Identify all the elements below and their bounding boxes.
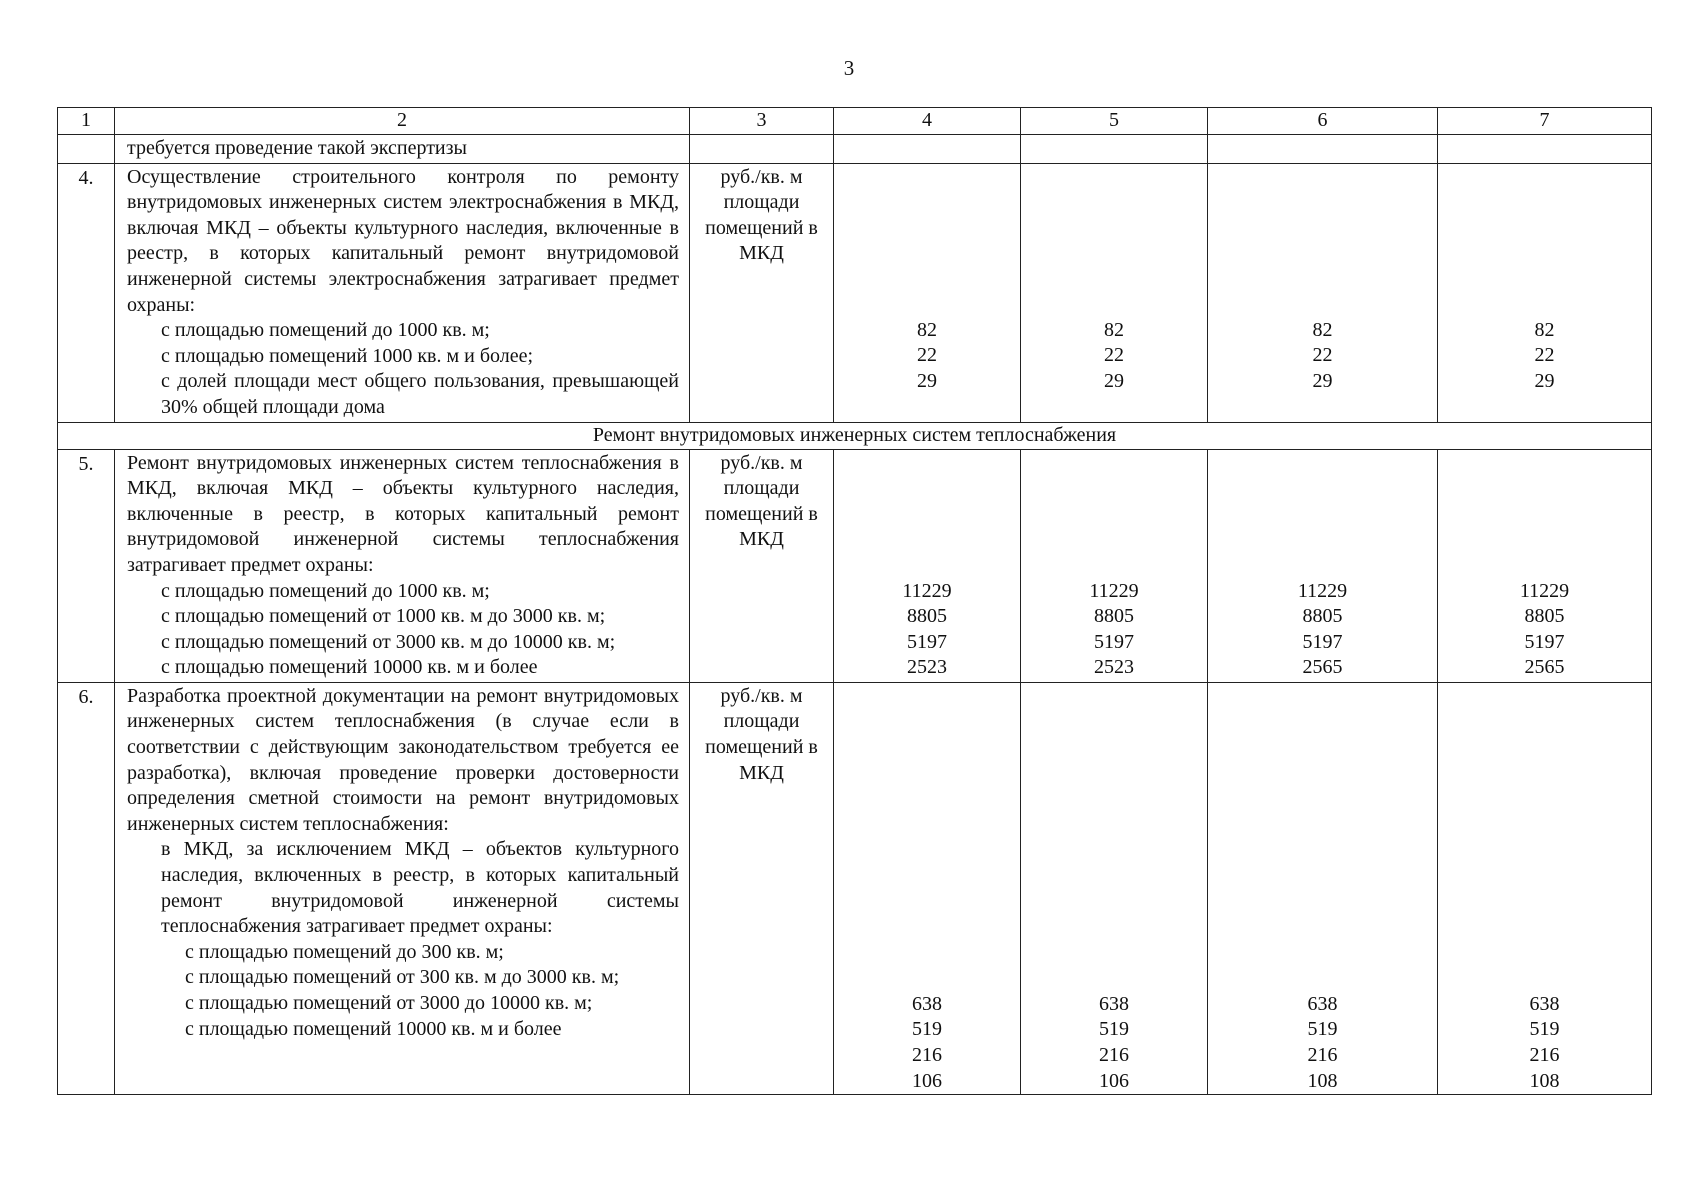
value: 8805 [1302, 605, 1343, 628]
value: 519 [1529, 1018, 1560, 1041]
table-row-6 [58, 682, 1652, 1094]
header-cell-6: 6 [1208, 108, 1438, 135]
value: 5197 [907, 630, 947, 653]
value-column-4 [834, 163, 1021, 422]
item-label: с площадью помещений до 1000 кв. м; [161, 319, 490, 342]
value: 11229 [1519, 579, 1570, 602]
row-main-text: Разработка проектной документации на ремонт внутридомовых инженерных систем теплоснабжения (в случае если в соответствии с действующим законодательством требуется ее разработка), включая проведение проверки достоверности определения сметной стоимости на ремонт внутридомовых инженерных систем теплоснабжения: [127, 684, 679, 835]
value: 82 [1104, 318, 1124, 341]
value: 22 [1534, 344, 1555, 367]
table-row-5 [58, 449, 1652, 682]
item-label: с долей площади мест общего пользования, превышающей 30% общей площади дома [161, 370, 679, 418]
value: 108 [1529, 1069, 1560, 1092]
header-cell-4: 4 [834, 108, 1021, 135]
section-heading-row [58, 422, 1652, 449]
value: 29 [917, 369, 937, 392]
value: 11229 [902, 579, 952, 602]
value-column-5 [1021, 163, 1208, 422]
table-row-4 [58, 163, 1652, 422]
value: 82 [1534, 318, 1555, 341]
value: 106 [912, 1069, 942, 1092]
value: 8805 [907, 605, 947, 628]
value: 5197 [1302, 630, 1343, 653]
value-column-7 [1438, 163, 1652, 422]
value: 29 [1534, 369, 1555, 392]
item-label: с площадью помещений от 3000 кв. м до 10000 кв. м; [161, 630, 616, 653]
value: 2523 [907, 656, 947, 679]
row-description: требуется проведение такой экспертизы [115, 135, 690, 164]
item-label: с площадью помещений от 3000 до 10000 кв. м; [185, 992, 593, 1014]
value: 22 [917, 344, 937, 367]
value-column-7 [1438, 449, 1652, 682]
value: 8805 [1094, 605, 1134, 628]
value-cell [1208, 135, 1438, 164]
value-column-5 [1021, 449, 1208, 682]
value-column-7 [1438, 682, 1652, 1094]
value: 82 [917, 318, 937, 341]
value-column-5 [1021, 682, 1208, 1094]
value-cell [834, 135, 1021, 164]
value: 5197 [1524, 630, 1565, 653]
value: 106 [1099, 1069, 1129, 1092]
item-label: с площадью помещений 10000 кв. м и более [185, 1017, 562, 1040]
tariff-table [57, 107, 1652, 1095]
table-row-continuation [58, 135, 1652, 164]
row-main-text: Ремонт внутридомовых инженерных систем теплоснабжения в МКД, включая МКД – объекты культурного наследия, включенные в реестр, в которых капитальный ремонт внутридомовой инженерной системы теплоснабжения затрагивает предмет охраны: [127, 451, 679, 576]
row-description [115, 449, 690, 682]
value: 22 [1312, 344, 1333, 367]
value: 216 [1529, 1044, 1560, 1067]
header-cell-5: 5 [1021, 108, 1208, 135]
item-label: с площадью помещений до 300 кв. м; [185, 940, 504, 963]
page-number: 3 [843, 56, 855, 80]
value: 638 [912, 992, 942, 1015]
item-label: с площадью помещений от 1000 кв. м до 3000 кв. м; [161, 605, 606, 628]
value-cell [1438, 135, 1652, 164]
value: 638 [1529, 992, 1560, 1015]
unit-cell [690, 135, 834, 164]
row-main-text: Осуществление строительного контроля по ремонту внутридомовых инженерных систем электроснабжения в МКД, включая МКД – объекты культурного наследия, включенные в реестр, в которых капитальный ремонт внутридомовой инженерной системы электроснабжения затрагивает предмет охраны: [127, 165, 679, 316]
header-row [58, 108, 1652, 135]
unit-cell: руб./кв. м площади помещений в МКД [690, 682, 834, 1094]
header-cell-3: 3 [690, 108, 834, 135]
value: 638 [1099, 992, 1129, 1015]
value: 11229 [1089, 579, 1139, 602]
value: 216 [1307, 1044, 1338, 1067]
item-label: с площадью помещений 10000 кв. м и более [161, 656, 538, 679]
unit-cell: руб./кв. м площади помещений в МКД [690, 163, 834, 422]
header-cell-2: 2 [115, 108, 690, 135]
section-title: Ремонт внутридомовых инженерных систем теплоснабжения [58, 422, 1652, 449]
value: 29 [1104, 369, 1124, 392]
value: 2565 [1524, 656, 1565, 679]
value-column-6 [1208, 449, 1438, 682]
value: 82 [1312, 318, 1333, 341]
row-subtext: в МКД, за исключением МКД – объектов культурного наследия, включенных в реестр, в которых капитальный ремонт внутридомовой инженерной системы теплоснабжения затрагивает предмет охраны: [161, 838, 679, 938]
value: 5197 [1094, 630, 1134, 653]
value-column-6 [1208, 682, 1438, 1094]
value-cell [1021, 135, 1208, 164]
value: 2565 [1302, 656, 1343, 679]
value-column-6 [1208, 163, 1438, 422]
value-column-4 [834, 449, 1021, 682]
value: 108 [1307, 1069, 1338, 1092]
row-description [115, 163, 690, 422]
row-description [115, 682, 690, 1094]
header-cell-7: 7 [1438, 108, 1652, 135]
item-label: с площадью помещений до 1000 кв. м; [161, 579, 490, 602]
value: 216 [1099, 1044, 1129, 1067]
value: 519 [912, 1018, 942, 1041]
value: 11229 [1297, 579, 1348, 602]
value: 638 [1307, 992, 1338, 1015]
row-number: 5. [58, 449, 115, 682]
value: 519 [1099, 1018, 1129, 1041]
row-number: 6. [58, 682, 115, 1094]
row-number: 4. [58, 163, 115, 422]
header-cell-1: 1 [58, 108, 115, 135]
value: 8805 [1524, 605, 1565, 628]
value: 216 [912, 1044, 942, 1067]
row-number-cell [58, 135, 115, 164]
item-label: с площадью помещений от 300 кв. м до 3000 кв. м; [185, 966, 620, 989]
value: 22 [1104, 344, 1124, 367]
item-label: с площадью помещений 1000 кв. м и более; [161, 344, 534, 367]
value-column-4 [834, 682, 1021, 1094]
value: 29 [1312, 369, 1333, 392]
value: 2523 [1094, 656, 1134, 679]
unit-cell: руб./кв. м площади помещений в МКД [690, 449, 834, 682]
value: 519 [1307, 1018, 1338, 1041]
